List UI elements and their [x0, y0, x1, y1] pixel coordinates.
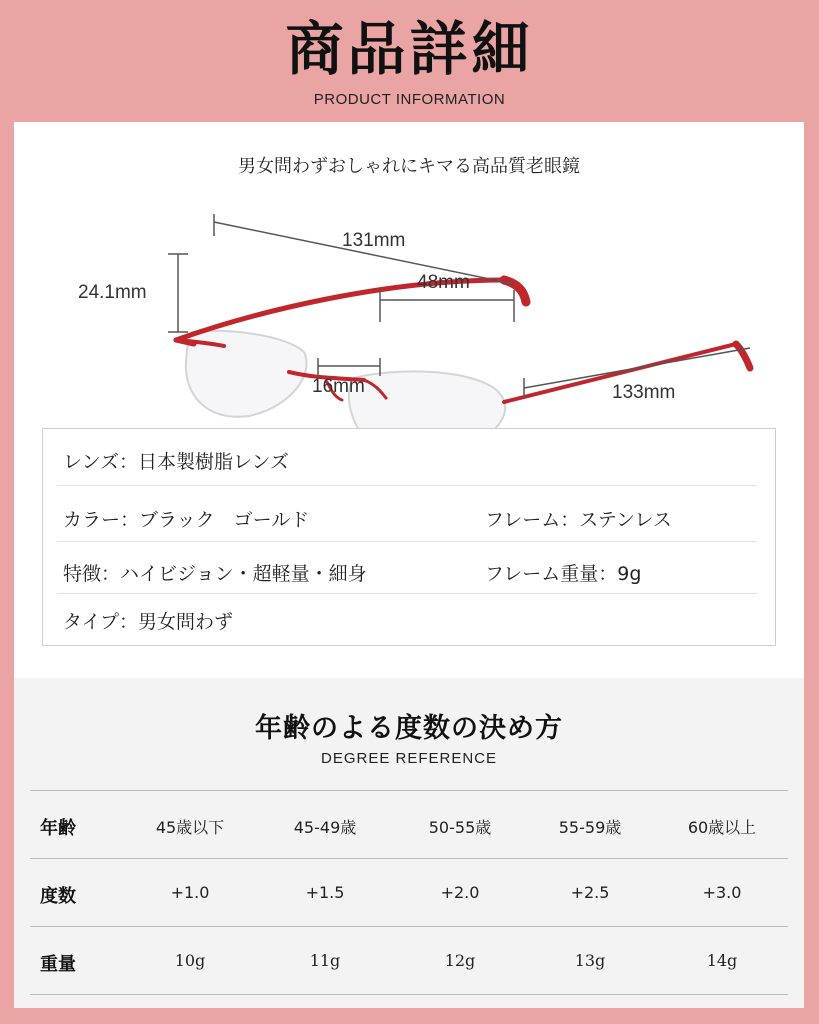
- dimension-lens-height: [168, 254, 188, 332]
- dim-total-width-label: 131mm: [342, 230, 406, 251]
- table-cell: 60歳以上: [687, 818, 757, 837]
- row-label-weight: 重量: [40, 954, 76, 975]
- product-tagline: 男女問わずおしゃれにキマる高品質老眼鏡: [238, 156, 580, 177]
- spec-row-features-weight: [63, 559, 755, 586]
- table-cell: 45-49歳: [293, 818, 357, 837]
- table-cell: 45歳以下: [155, 818, 225, 837]
- dim-temple-label: 133mm: [612, 382, 676, 403]
- spec-row-color-frame: [63, 505, 755, 532]
- spec-row-type: [63, 607, 755, 634]
- dim-bridge-label: 16mm: [312, 376, 365, 397]
- table-cell: 55-59歳: [558, 818, 622, 837]
- row-label-age: 年齢: [40, 818, 76, 839]
- spec-divider: [57, 485, 757, 486]
- dimension-lens-width: [380, 290, 514, 322]
- spec-features: 特徴：ハイビジョン・超軽量・細身: [63, 563, 367, 585]
- spec-table: [42, 428, 776, 646]
- table-cell: +2.5: [570, 883, 610, 902]
- table-cell: +1.5: [305, 883, 345, 902]
- spec-frame-weight: フレーム重量：9g: [485, 563, 642, 585]
- degree-reference-card: [14, 678, 804, 1008]
- spec-frame: フレーム：ステンレス: [485, 509, 672, 531]
- spec-type: タイプ：男女問わず: [63, 611, 234, 633]
- degree-table-subtitle: DEGREE REFERENCE: [320, 750, 498, 767]
- table-cell: 11g: [309, 951, 341, 970]
- spec-divider: [57, 593, 757, 594]
- table-cell: 13g: [574, 951, 606, 970]
- page-subtitle: PRODUCT INFORMATION: [313, 91, 506, 108]
- dim-lens-width-label: 48mm: [417, 272, 470, 293]
- dim-lens-height-label: 24.1mm: [78, 282, 147, 303]
- table-cell: +3.0: [702, 883, 742, 902]
- table-cell: 14g: [706, 951, 738, 970]
- table-rule: [30, 858, 788, 859]
- table-row-weight: [30, 928, 788, 994]
- row-label-degree: 度数: [40, 886, 76, 907]
- page-title: 商品詳細: [285, 15, 534, 83]
- table-row-degree: [30, 860, 788, 926]
- degree-table-title: 年齢のよる度数の決め方: [255, 713, 563, 744]
- spec-row-lens: [63, 447, 755, 474]
- spec-divider: [57, 541, 757, 542]
- table-rule: [30, 994, 788, 995]
- table-cell: +1.0: [170, 883, 210, 902]
- spec-lens: レンズ：日本製樹脂レンズ: [63, 451, 289, 473]
- table-rule: [30, 790, 788, 791]
- dimension-bridge: [318, 358, 380, 376]
- table-cell: 12g: [444, 951, 476, 970]
- table-cell: 10g: [174, 951, 206, 970]
- table-cell: 50-55歳: [428, 818, 492, 837]
- table-rule: [30, 926, 788, 927]
- table-cell: +2.0: [440, 883, 480, 902]
- page-header: [0, 0, 819, 120]
- table-row-age: [30, 792, 788, 858]
- product-info-card: [14, 122, 804, 678]
- spec-color: カラー：ブラック ゴールド: [63, 509, 310, 531]
